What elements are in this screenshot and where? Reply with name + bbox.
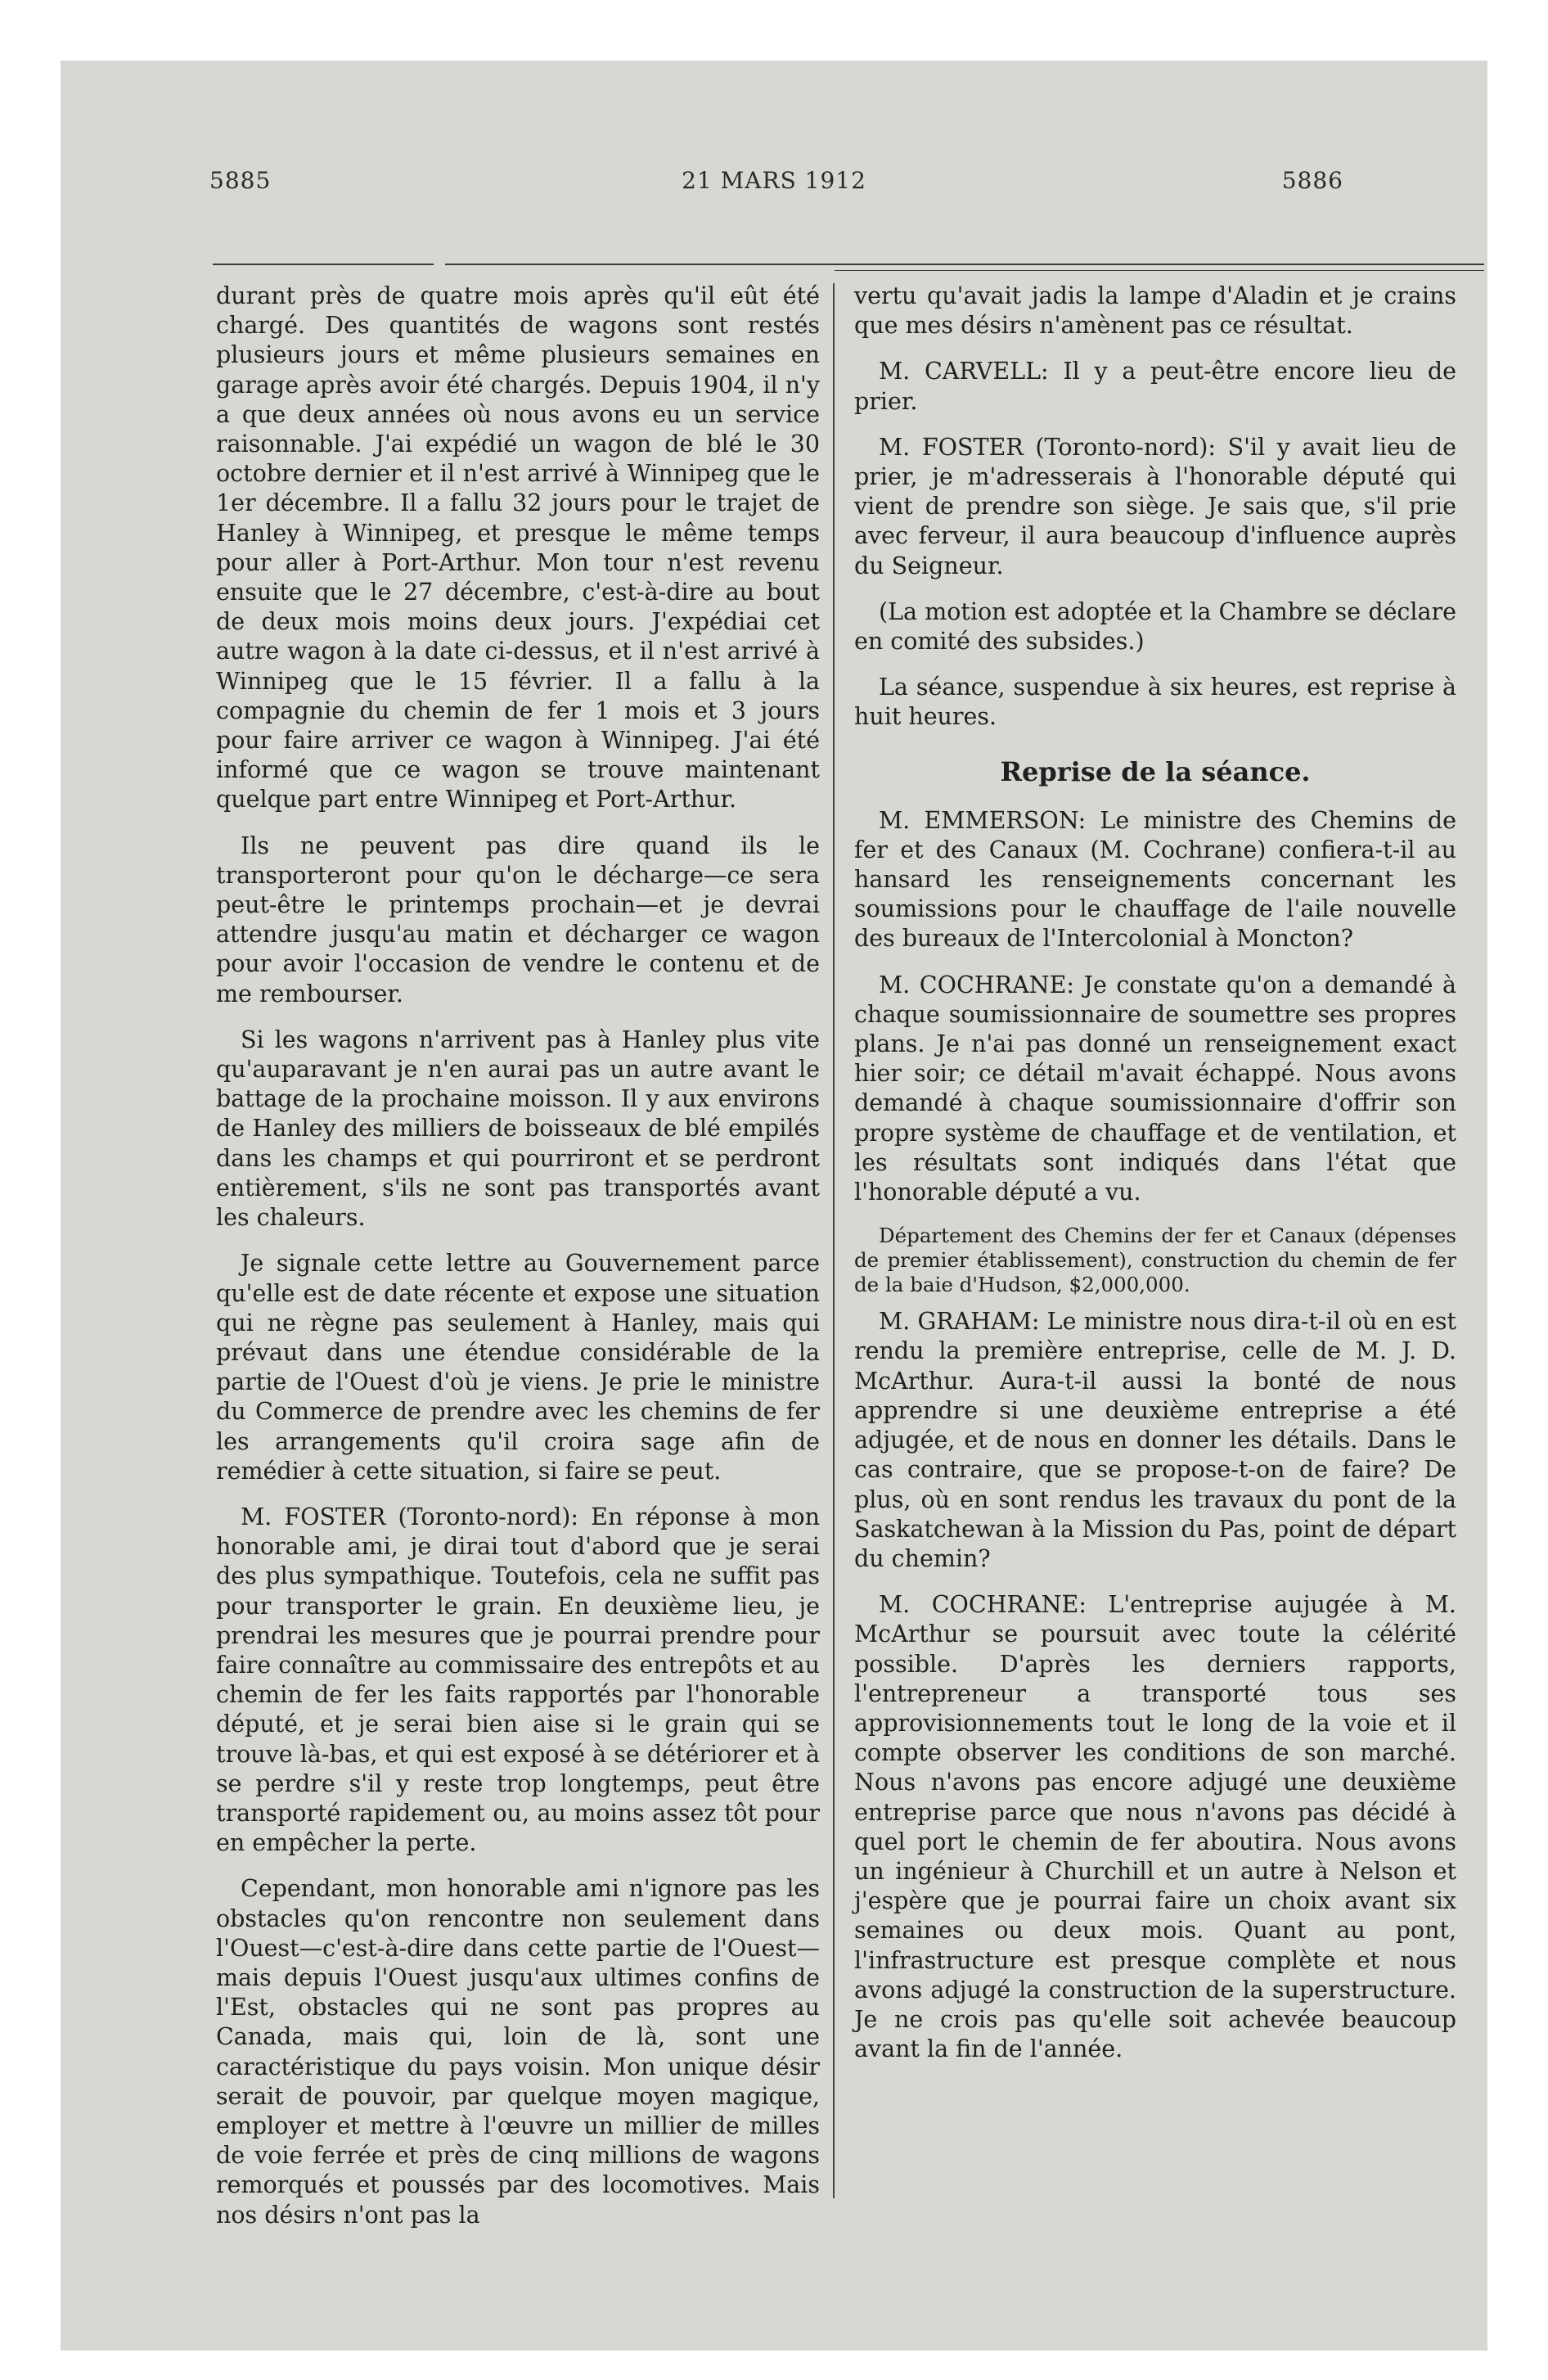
paragraph: M. EMMERSON: Le ministre des Chemins de fer et des Canaux (M. Cochrane) confiera-t-il au hansard les renseignements concernant les soumissions pour le chauffage de l'aile nouvelle des bureaux de l'Intercolonial à Moncton? xyxy=(854,806,1456,953)
page-date: 21 MARS 1912 xyxy=(682,167,866,194)
left-page-number: 5885 xyxy=(209,167,272,194)
column-divider xyxy=(833,283,835,2198)
paragraph: M. FOSTER (Toronto-nord): S'il y avait lieu de prier, je m'adresserais à l'honorable député qui vient de prendre son siège. Je sais que, s'il prie avec ferveur, il aura beaucoup d'influence auprès du Seigneur. xyxy=(854,433,1456,579)
budget-item: Département des Chemins der fer et Canaux (dépenses de premier établissement), construction du chemin de fer de la baie d'Hudson, $2,000,000. xyxy=(854,1224,1456,1297)
left-column xyxy=(216,282,820,2247)
header-rule-left xyxy=(213,264,434,265)
paragraph: La séance, suspendue à six heures, est reprise à huit heures. xyxy=(854,674,1456,731)
paragraph: M. COCHRANE: L'entreprise aujugée à M. McArthur se poursuit avec toute la célérité possible. D'après les derniers rapports, l'entrepreneur a transporté tous ses approvisionnements tout le long de la voie et il compte observer les conditions de son marché. Nous n'avons pas encore adjugé une deuxième entreprise parce que nous n'avons pas décidé à quel port le chemin de fer aboutira. Nous avons un ingénieur à Churchill et un autre à Nelson et j'espère que je pourrai faire un choix avant six semaines ou deux mois. Quant au pont, l'infrastructure est presque complète et nous avons adjugé la construction de la superstructure. Je ne crois pas qu'elle soit achevée beaucoup avant la fin de l'année. xyxy=(854,1591,1456,2063)
right-column xyxy=(854,282,1456,2080)
paragraph: M. GRAHAM: Le ministre nous dira-t-il où en est rendu la première entreprise, celle de M. J. D. McArthur. Aura-t-il aussi la bonté de nous apprendre si une deuxième entreprise a été adjugée, et de nous en donner les détails. Dans le cas contraire, que se propose-t-on de faire? De plus, où en sont rendus les travaux du pont de la Saskatchewan à la Mission du Pas, point de départ du chemin? xyxy=(854,1308,1456,1572)
section-heading: Reprise de la séance. xyxy=(1000,755,1311,787)
paragraph: Ils ne peuvent pas dire quand ils le transporteront pour qu'on le décharge—ce sera peut-être le printemps prochain—et je devrai attendre jusqu'au matin et décharger ce wagon pour avoir l'occasion de vendre le contenu et de me rembourser. xyxy=(216,832,820,1007)
paragraph: M. COCHRANE: Je constate qu'on a demandé à chaque soumissionnaire de soumettre ses propres plans. Je n'ai pas donné un renseignement exact hier soir; ce détail m'avait échappé. Nous avons demandé à chaque soumissionnaire d'offrir son propre système de chauffage et de ventilation, et les résultats sont indiqués dans l'état que l'honorable député a vu. xyxy=(854,971,1456,1206)
paragraph: Cependant, mon honorable ami n'ignore pas les obstacles qu'on rencontre non seulement dans l'Ouest—c'est-à-dire dans cette partie de l'Ouest—mais depuis l'Ouest jusqu'aux ultimes confins de l'Est, obstacles qui ne sont pas propres au Canada, mais qui, loin de là, sont une caractéristique du pays voisin. Mon unique désir serait de pouvoir, par quelque moyen magique, employer et mettre à l'œuvre un millier de milles de voie ferrée et près de cinq millions de wagons remorqués et poussés par des locomotives. Mais nos désirs n'ont pas la xyxy=(216,1875,820,2229)
right-page-number: 5886 xyxy=(1281,167,1343,194)
paragraph: Si les wagons n'arrivent pas à Hanley plus vite qu'auparavant je n'en aurai pas un autre avant le battage de la prochaine moisson. Il y aux environs de Hanley des milliers de boisseaux de blé empilés dans les champs et qui pourriront et se perdront entièrement, s'ils ne sont pas transportés avant les chaleurs. xyxy=(216,1025,820,1232)
page-header xyxy=(151,134,1397,192)
paragraph: M. FOSTER (Toronto-nord): En réponse à mon honorable ami, je dirai tout d'abord que je serai des plus sympathique. Toutefois, cela ne suffit pas pour transporter le grain. En deuxième lieu, je prendrai les mesures que je pourrai prendre pour faire connaître au commissaire des entrepôts et au chemin de fer les faits rapportés par l'honorable député, et je serai bien aise si le grain qui se trouve là-bas, et qui est exposé à se détériorer et à se perdre s'il y reste trop longtemps, peut être transporté rapidement ou, au moins assez tôt pour en empêcher la perte. xyxy=(216,1503,820,1857)
paragraph: Je signale cette lettre au Gouvernement parce qu'elle est de date récente et expose une situation qui ne règne pas seulement à Hanley, mais qui prévaut dans une étendue considérable de la partie de l'Ouest d'où je viens. Je prie le ministre du Commerce de prendre avec les chemins de fer les arrangements qu'il croira sage afin de remédier à cette situation, si faire se peut. xyxy=(216,1250,820,1485)
header-rule-right-thin xyxy=(835,270,1484,271)
scanned-page xyxy=(61,61,1487,2351)
paragraph: M. CARVELL: Il y a peut-être encore lieu de prier. xyxy=(854,358,1456,415)
paragraph: vertu qu'avait jadis la lampe d'Aladin et je crains que mes désirs n'amènent pas ce résultat. xyxy=(854,282,1456,340)
paragraph: durant près de quatre mois après qu'il eût été chargé. Des quantités de wagons sont restés plusieurs jours et même plusieurs semaines en garage après avoir été chargés. Depuis 1904, il n'y a que deux années où nous avons eu un service raisonnable. J'ai expédié un wagon de blé le 30 octobre dernier et il n'est arrivé à Winnipeg que le 1er décembre. Il a fallu 32 jours pour le trajet de Hanley à Winnipeg, et presque le même temps pour aller à Port-Arthur. Mon tour n'est revenu ensuite que le 27 décembre, c'est-à-dire au bout de deux mois moins deux jours. J'expédiai cet autre wagon à la date ci-dessus, et il n'est arrivé à Winnipeg que le 15 février. Il a fallu à la compagnie du chemin de fer 1 mois et 3 jours pour faire arriver ce wagon à Winnipeg. J'ai été informé que ce wagon se trouve maintenant quelque part entre Winnipeg et Port-Arthur. xyxy=(216,282,820,814)
header-rule-right xyxy=(445,264,1484,265)
paragraph: (La motion est adoptée et la Chambre se déclare en comité des subsides.) xyxy=(854,597,1456,656)
